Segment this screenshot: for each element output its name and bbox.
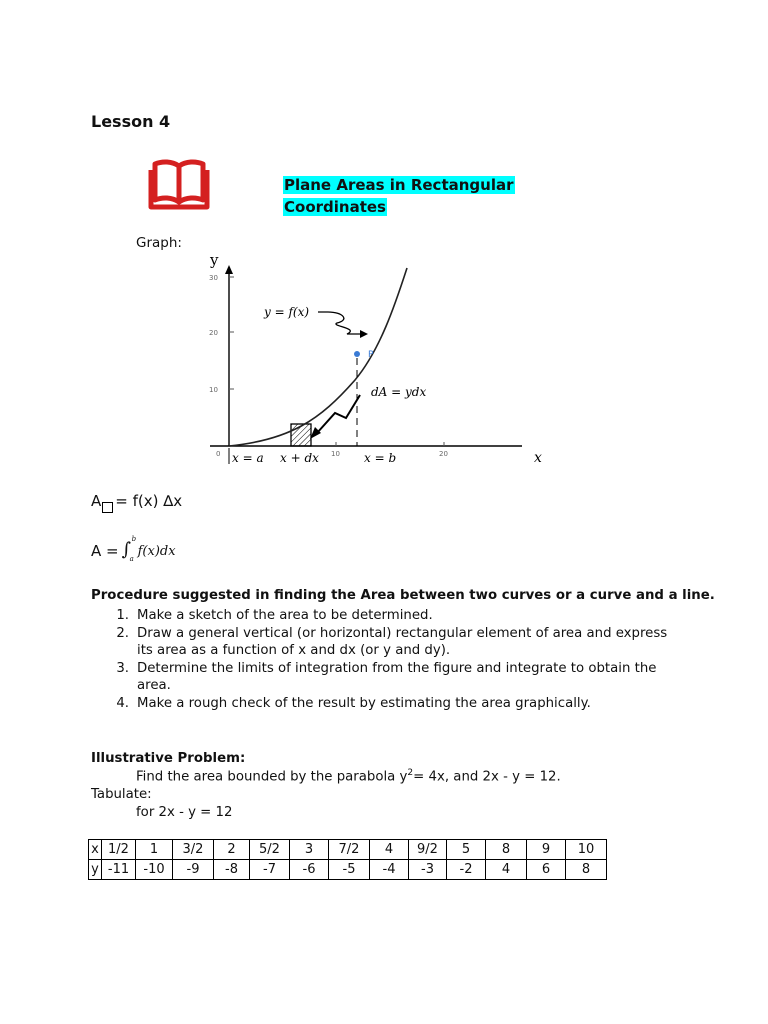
x-b-label: x = b xyxy=(364,451,397,465)
problem-pre: Find the area bounded by the parabola y xyxy=(136,769,408,785)
table-cell: -4 xyxy=(370,860,409,880)
integral-lower: a xyxy=(129,555,134,563)
eq1-right: = f(x) ∆x xyxy=(115,492,183,510)
problem-post: = 4x, and 2x - y = 12. xyxy=(413,769,561,785)
table-cell: 2 xyxy=(214,840,250,860)
integral-symbol: ∫ xyxy=(121,539,131,560)
x-tick-10: 10 xyxy=(331,450,340,458)
eq1-left: A xyxy=(91,492,102,510)
integrand: f(x)dx xyxy=(137,543,176,559)
table-cell: -7 xyxy=(250,860,290,880)
table-cell: 8 xyxy=(566,860,607,880)
title-line-2: Coordinates xyxy=(284,198,386,216)
title-line-1: Plane Areas in Rectangular xyxy=(284,176,514,194)
list-item xyxy=(91,660,691,695)
point-p xyxy=(354,351,360,357)
table-cell: 10 xyxy=(566,840,607,860)
step-text: Make a rough check of the result by estimating the area graphically. xyxy=(137,695,591,711)
subscript-box xyxy=(102,502,113,513)
step-text: Make a sketch of the area to be determined. xyxy=(137,608,433,623)
curve-label: y = f(x) xyxy=(264,305,310,319)
step-number: 3. xyxy=(116,660,129,676)
value-table xyxy=(88,839,607,880)
element-label: dA = ydx xyxy=(371,385,427,399)
row-label-x: x xyxy=(89,840,102,860)
function-curve xyxy=(229,268,407,446)
x-tick-20: 20 xyxy=(439,450,448,458)
table-cell: 7/2 xyxy=(329,840,370,860)
table-cell: -3 xyxy=(409,860,447,880)
step-number: 1. xyxy=(116,608,129,623)
y-tick-10: 10 xyxy=(209,386,218,394)
table-cell: 3 xyxy=(290,840,329,860)
list-item xyxy=(91,607,691,625)
procedure-heading: Procedure suggested in finding the Area between two curves or a curve and a line. xyxy=(91,588,715,603)
table-cell: -5 xyxy=(329,860,370,880)
eq2-left: A = xyxy=(91,542,119,560)
x-axis-label: x xyxy=(534,450,542,466)
table-cell: -11 xyxy=(102,860,136,880)
y-tick-20: 20 xyxy=(209,329,218,337)
table-cell: 9/2 xyxy=(409,840,447,860)
step-text: area. xyxy=(137,678,171,693)
table-cell: -2 xyxy=(447,860,486,880)
table-cell: 5/2 xyxy=(250,840,290,860)
illustrative-heading: Illustrative Problem: xyxy=(91,751,246,766)
table-cell: -9 xyxy=(173,860,214,880)
table-cell: -8 xyxy=(214,860,250,880)
y-tick-30: 30 xyxy=(209,274,218,282)
table-cell: 4 xyxy=(370,840,409,860)
table-row xyxy=(89,860,607,880)
lesson-title xyxy=(283,174,515,218)
step-text: its area as a function of x and dx (or y and dy). xyxy=(137,643,451,658)
y-axis-label: y xyxy=(210,251,219,269)
tabulate-label: Tabulate: xyxy=(91,787,152,802)
table-cell: 8 xyxy=(486,840,527,860)
step-text: Draw a general vertical (or horizontal) rectangular element of area and express xyxy=(137,625,668,641)
table-cell: 9 xyxy=(527,840,566,860)
step-number: 2. xyxy=(116,625,129,641)
for-line: for 2x - y = 12 xyxy=(136,805,233,820)
area-element xyxy=(291,424,311,446)
list-item xyxy=(91,625,691,660)
graph-label: Graph: xyxy=(136,235,182,251)
lesson-heading: Lesson 4 xyxy=(91,112,171,131)
row-label-y: y xyxy=(89,860,102,880)
table-cell: -6 xyxy=(290,860,329,880)
table-row xyxy=(89,840,607,860)
step-text: Determine the limits of integration from the figure and integrate to obtain the xyxy=(137,660,657,676)
x-a-label: x = a xyxy=(232,451,264,465)
problem-statement xyxy=(136,768,561,784)
list-item xyxy=(91,695,691,713)
table-cell: 1/2 xyxy=(102,840,136,860)
table-cell: 1 xyxy=(136,840,173,860)
area-element-equation xyxy=(91,492,182,510)
x-dx-label: x + dx xyxy=(280,451,319,465)
step-number: 4. xyxy=(116,695,129,711)
integral-equation xyxy=(91,535,176,564)
problem-sup: 2 xyxy=(407,768,414,778)
open-book-icon xyxy=(148,156,210,216)
point-p-label: P xyxy=(368,350,374,360)
table-cell: 5 xyxy=(447,840,486,860)
table-cell: 4 xyxy=(486,860,527,880)
integral-upper: b xyxy=(131,535,137,543)
table-cell: -10 xyxy=(136,860,173,880)
table-cell: 3/2 xyxy=(173,840,214,860)
area-graph xyxy=(200,250,560,474)
origin-label: 0 xyxy=(216,450,221,458)
procedure-steps xyxy=(91,607,691,712)
integral-sign xyxy=(121,535,138,564)
table-cell: 6 xyxy=(527,860,566,880)
